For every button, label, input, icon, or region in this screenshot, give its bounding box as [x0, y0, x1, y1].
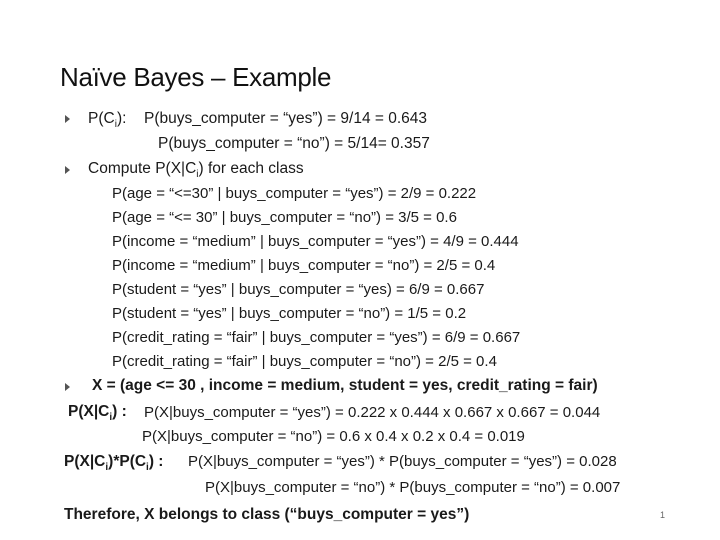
conditional-prob-line: P(age = “<=30” | buys_computer = “yes”) = 2/9 = 0.222	[112, 185, 477, 202]
pxcpc-label-b-sub: i	[146, 462, 149, 474]
slide-title: Naïve Bayes – Example	[60, 62, 332, 92]
bullet-arrow-icon	[65, 383, 70, 391]
compute-heading	[88, 160, 304, 180]
pxc-label-pre: P(X|C	[68, 403, 110, 420]
pxc-label-post: ) :	[112, 403, 127, 420]
pxc-label-sub: i	[109, 412, 113, 424]
compute-heading-pre: Compute P(X|C	[88, 160, 197, 177]
pxcpc-no: P(X|buys_computer = “no”) * P(buys_computer = “no”) = 0.007	[205, 479, 621, 496]
conclusion: Therefore, X belongs to class (“buys_computer = yes”)	[64, 506, 470, 523]
conditional-prob-line: P(student = “yes” | buys_computer = “no”) = 1/5 = 0.2	[112, 305, 467, 322]
pxcpc-label-a-sub: i	[105, 462, 109, 474]
pxcpc-label-a: P(X|C	[64, 453, 106, 470]
conditional-prob-line: P(age = “<= 30” | buys_computer = “no”) = 3/5 = 0.6	[112, 209, 457, 226]
pxc-yes: P(X|buys_computer = “yes”) = 0.222 x 0.444 x 0.667 x 0.667 = 0.044	[144, 404, 601, 421]
bullet-arrow-icon	[65, 115, 70, 123]
pxcpc-label-c: ) :	[148, 453, 164, 470]
pxcpc-label-b: )*P(C	[108, 453, 147, 470]
conditional-prob-line: P(credit_rating = “fair” | buys_computer = “no”) = 2/5 = 0.4	[112, 353, 497, 370]
prior-label-sub: i	[114, 119, 117, 131]
conditional-prob-line: P(income = “medium” | buys_computer = “yes”) = 4/9 = 0.444	[112, 233, 519, 250]
compute-heading-post: ) for each class	[198, 160, 304, 177]
prior-no: P(buys_computer = “no”) = 5/14= 0.357	[158, 135, 430, 152]
conditional-prob-line: P(student = “yes” | buys_computer = “yes) = 6/9 = 0.667	[112, 281, 485, 298]
page-number: 1	[660, 510, 666, 520]
prior-label-post: ):	[116, 110, 127, 127]
compute-heading-sub: i	[196, 169, 199, 181]
pxc-no: P(X|buys_computer = “no”) = 0.6 x 0.4 x 0.2 x 0.4 = 0.019	[142, 428, 525, 445]
pxc-label	[68, 403, 127, 423]
x-definition: X = (age <= 30 , income = medium, student = yes, credit_rating = fair)	[92, 377, 598, 394]
prior-label-pre: P(C	[88, 110, 115, 127]
pxcpc-yes: P(X|buys_computer = “yes”) * P(buys_computer = “yes”) = 0.028	[188, 453, 617, 470]
conditional-prob-line: P(income = “medium” | buys_computer = “no”) = 2/5 = 0.4	[112, 257, 496, 274]
pxcpc-label	[64, 453, 163, 473]
prior-label	[88, 110, 126, 130]
bullet-arrow-icon	[65, 166, 70, 174]
conditional-prob-line: P(credit_rating = “fair” | buys_computer = “yes”) = 6/9 = 0.667	[112, 329, 521, 346]
prior-yes: P(buys_computer = “yes”) = 9/14 = 0.643	[144, 110, 428, 127]
